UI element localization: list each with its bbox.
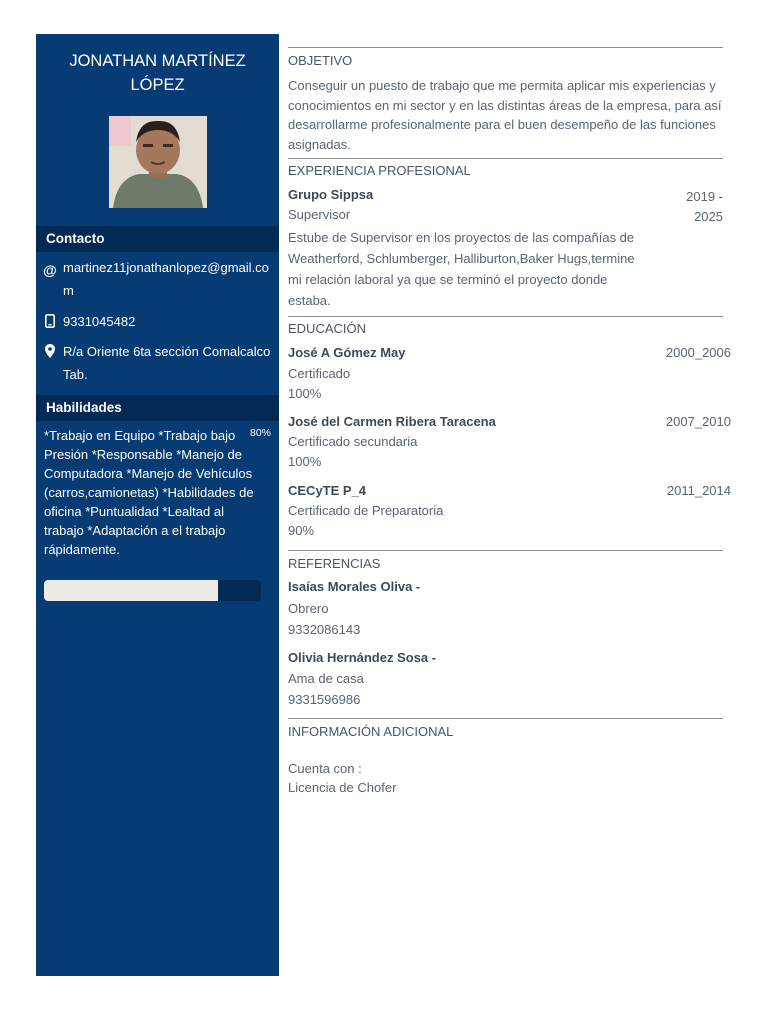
education-degree: Certificado de Preparatoria — [288, 503, 444, 518]
address-text: R/a Oriente 6ta sección Comalcalco Tab. — [63, 344, 271, 382]
sidebar — [36, 34, 279, 976]
education-school: CECyTE P_4 — [288, 483, 367, 498]
skills-text: *Trabajo en Equipo *Trabajo bajo Presión *Responsable *Manejo de Computadora *Manejo de Vehículos (carros,camionetas) *Habilidades de oficina *Puntualidad *Lealtad al trabajo *Adaptación a el trabajo rápidamente. — [44, 428, 254, 557]
education-grade: 90% — [288, 523, 315, 538]
education-dates: 2000_2006 — [665, 345, 731, 360]
section-divider — [288, 158, 723, 159]
experience-role: Supervisor — [288, 207, 351, 222]
education-grade: 100% — [288, 454, 322, 469]
section-divider — [288, 47, 723, 48]
reference-role: Obrero — [288, 601, 329, 616]
profile-photo-image — [109, 116, 207, 208]
education-degree: Certificado secundaria — [288, 434, 418, 449]
phone-icon — [42, 314, 58, 330]
education-dates: 2007_2010 — [665, 414, 731, 429]
experience-title: EXPERIENCIA PROFESIONAL — [288, 163, 471, 178]
education-school: José del Carmen Ribera Taracena — [288, 414, 496, 429]
reference-phone: 9332086143 — [288, 622, 361, 637]
section-divider — [288, 316, 723, 317]
reference-name: Isaías Morales Oliva - — [288, 579, 421, 594]
additional-title: INFORMACIÓN ADICIONAL — [288, 724, 454, 739]
profile-photo — [109, 116, 207, 208]
skills-heading: Habilidades — [36, 395, 279, 421]
objective-text: Conseguir un puesto de trabajo que me permita aplicar mis experiencias y conocimientos en mi sector y en las distintas áreas de la empresa, para así desarrollarme profesionalmente para el buen desempeño de las funciones asignadas. — [288, 78, 722, 152]
section-divider — [288, 550, 723, 551]
candidate-name: JONATHAN MARTÍNEZ LÓPEZ — [69, 52, 246, 94]
reference-phone: 9331596986 — [288, 692, 361, 707]
skill-level-bar — [44, 580, 261, 601]
references-title: REFERENCIAS — [288, 556, 381, 571]
education-school: José A Gómez May — [288, 345, 406, 360]
experience-company: Grupo Sippsa — [288, 187, 374, 202]
experience-description: Estube de Supervisor en los proyectos de las compañías de Weatherford, Schlumberger, Halliburton,Baker Hugs,termine mi relación laboral ya que se terminó el proyecto donde estaba. — [288, 230, 635, 308]
skills-level-label: 80% — [250, 427, 272, 439]
contact-heading: Contacto — [36, 226, 279, 252]
education-title: EDUCACIÓN — [288, 321, 367, 336]
reference-name: Olivia Hernández Sosa - — [288, 650, 437, 665]
location-pin-icon — [42, 344, 58, 360]
additional-line: Licencia de Chofer — [288, 780, 397, 795]
education-degree: Certificado — [288, 366, 351, 381]
education-grade: 100% — [288, 386, 322, 401]
at-icon: @ — [43, 262, 57, 278]
reference-role: Ama de casa — [288, 671, 364, 686]
education-dates: 2011_2014 — [666, 483, 731, 498]
objective-title: OBJETIVO — [288, 53, 353, 68]
email-text: martinez11jonathanlopez@gmail.com — [63, 260, 269, 298]
skill-level-fill — [44, 580, 218, 601]
section-divider — [288, 718, 723, 719]
additional-line: Cuenta con : — [288, 761, 362, 776]
experience-dates: 2019 - 2025 — [686, 189, 723, 224]
phone-text: 9331045482 — [63, 314, 136, 329]
